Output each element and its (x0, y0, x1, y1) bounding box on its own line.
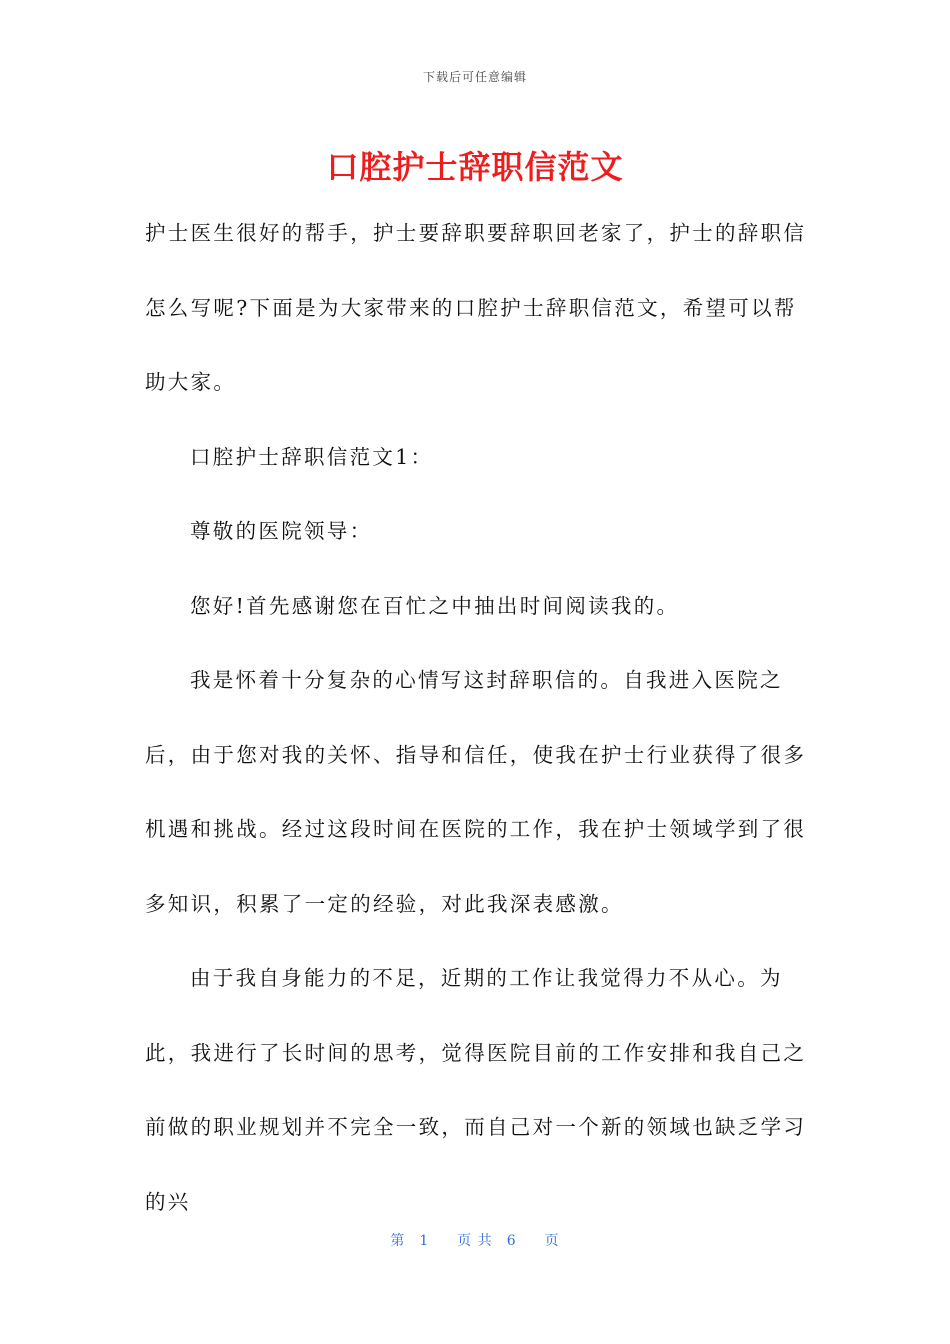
paragraph-body-1: 我是怀着十分复杂的心情写这封辞职信的。自我进入医院之后，由于您对我的关怀、指导和信任，使我在护士行业获得了很多机遇和挑战。经过这段时间在医院的工作，我在护士领域学到了很多知识，积累了一定的经验，对此我深表感激。 (145, 668, 807, 916)
footer-current-page: 1 (419, 1233, 430, 1249)
footer-suffix: 页 (544, 1233, 560, 1249)
paragraph-body-2: 由于我自身能力的不足，近期的工作让我觉得力不从心。为此，我进行了长时间的思考，觉得医院目前的工作安排和我自己之前做的职业规划并不完全一致，而自己对一个新的领域也缺乏学习的兴 (145, 966, 807, 1214)
paragraph-greeting: 您好!首先感谢您在百忙之中抽出时间阅读我的。 (190, 593, 680, 618)
paragraph-salutation: 尊敬的医院领导： (190, 519, 373, 543)
footer-middle: 页 共 (457, 1233, 493, 1249)
paragraph-sample-heading: 口腔护士辞职信范文1： (190, 444, 434, 469)
footer-prefix: 第 (390, 1233, 406, 1249)
footer-total-pages: 6 (506, 1233, 517, 1249)
document-title: 口腔护士辞职信范文 (326, 148, 624, 186)
header-note: 下载后可任意编辑 (422, 70, 527, 84)
paragraph-intro: 护士医生很好的帮手，护士要辞职要辞职回老家了，护士的辞职信怎么写呢?下面是为大家带来的口腔护士辞职信范文，希望可以帮助大家。 (145, 221, 807, 394)
document-body (145, 196, 809, 1239)
page-number-footer (0, 1230, 950, 1250)
